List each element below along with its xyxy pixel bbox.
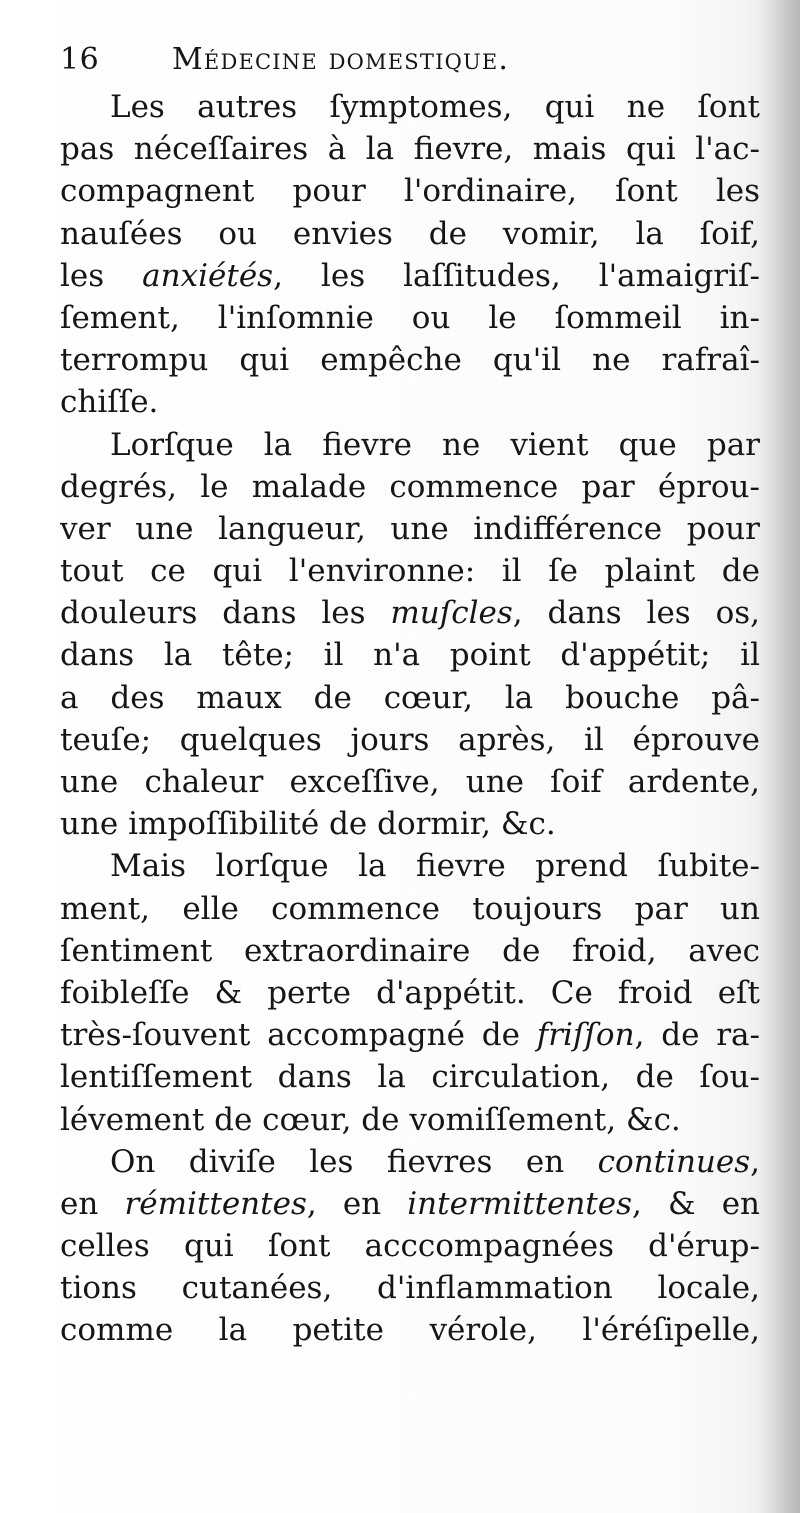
text-line: [60, 170, 760, 212]
page-gutter-shadow: [760, 0, 800, 1513]
text-run: , les laſſitudes, l'amaigriſ-: [273, 257, 760, 294]
text-line: [60, 972, 760, 1014]
text-run: tout ce qui l'environne: il ſe plaint de: [60, 553, 760, 590]
text-run: foibleſſe & perte d'appétit. Ce froid eſt: [60, 974, 760, 1011]
text-run: degrés, le malade commence par éprou-: [60, 468, 760, 505]
text-line: [60, 677, 760, 719]
text-line: [60, 803, 760, 845]
text-run: pas néceſſaires à la fievre, mais qui l'ac-: [60, 131, 760, 168]
paragraph: [60, 424, 760, 846]
text-line: [60, 339, 760, 381]
italic-term: muſcles: [390, 595, 513, 632]
text-run: dans la tête; il n'a point d'appétit; il: [60, 637, 760, 674]
page-number: 16: [60, 42, 100, 77]
text-line: [60, 845, 760, 887]
text-run: , dans les os,: [512, 595, 760, 632]
text-run: en: [60, 1185, 125, 1222]
text-run: une chaleur exceſſive, une ſoif ardente,: [60, 764, 760, 800]
text-line: [60, 297, 760, 339]
text-run: terrompu qui empêche qu'il ne rafraî-: [60, 342, 760, 379]
text-run: ver une langueur, une indifférence pour: [60, 510, 760, 547]
text-line: [60, 634, 760, 676]
paragraph: [60, 86, 760, 424]
text-run: , de ra-: [634, 1017, 760, 1054]
running-header: [60, 42, 740, 88]
text-line: [60, 592, 760, 634]
text-line: [60, 888, 760, 930]
body-text: [60, 86, 760, 1352]
text-line: [60, 466, 760, 508]
text-line: [60, 128, 760, 170]
text-line: [60, 1183, 760, 1225]
text-line: [60, 930, 760, 972]
text-line: [60, 508, 760, 550]
text-line: [60, 424, 760, 466]
italic-term: rémittentes: [124, 1185, 307, 1222]
text-line: [60, 550, 760, 592]
text-run: , en: [306, 1185, 408, 1222]
text-run: lentiſſement dans la circulation, de ſou-: [60, 1059, 760, 1096]
text-run: chiſſe.: [60, 384, 159, 421]
text-run: nauſées ou envies de vomir, la ſoif,: [60, 215, 760, 252]
text-run: On diviſe les fievres en: [110, 1143, 598, 1180]
text-run: lévement de cœur, de vomiſſement, &c.: [60, 1101, 681, 1138]
text-line: [60, 761, 760, 803]
italic-term: continues: [597, 1143, 751, 1180]
text-run: Mais lorſque la fievre prend ſubite-: [110, 848, 760, 885]
text-run: ſentiment extraordinaire de froid, avec: [60, 932, 760, 969]
text-line: [60, 213, 760, 255]
text-run: tions cutanées, d'inflammation locale,: [60, 1270, 760, 1307]
text-run: teuſe; quelques jours après, il éprouve: [60, 721, 760, 758]
text-run: très-ſouvent accompagné de: [60, 1017, 537, 1054]
text-run: ment, elle commence toujours par un: [60, 890, 760, 927]
text-line: [60, 1014, 760, 1056]
text-run: , & en: [632, 1185, 760, 1222]
text-run: ſement, l'inſomnie ou le ſommeil in-: [60, 299, 760, 336]
text-line: [60, 1267, 760, 1309]
italic-term: friſſon: [536, 1017, 635, 1054]
text-line: [60, 1056, 760, 1098]
text-line: [60, 1099, 760, 1141]
italic-term: intermittentes: [407, 1185, 633, 1222]
text-line: [60, 719, 760, 761]
text-run: ,: [750, 1143, 760, 1180]
text-line: [60, 86, 760, 128]
text-run: les: [60, 257, 143, 294]
paragraph: [60, 845, 760, 1140]
text-run: Lorſque la fievre ne vient que par: [110, 426, 760, 463]
text-line: [60, 1225, 760, 1267]
text-run: compagnent pour l'ordinaire, ſont les: [60, 173, 760, 210]
text-line: [60, 255, 760, 297]
text-line: [60, 1141, 760, 1183]
text-line: [60, 1309, 760, 1351]
text-run: celles qui ſont acccompagnées d'érup-: [60, 1228, 760, 1265]
text-run: comme la petite vérole, l'éréſipelle,: [60, 1312, 760, 1349]
text-run: a des maux de cœur, la bouche pâ-: [60, 679, 760, 716]
italic-term: anxiétés: [142, 257, 274, 294]
running-title: Médecine domestique.: [172, 42, 510, 77]
paragraph: [60, 1141, 760, 1352]
text-run: Les autres ſymptomes, qui ne ſont: [110, 89, 760, 125]
text-run: une impoſſibilité de dormir, &c.: [60, 806, 556, 843]
text-line: [60, 381, 760, 423]
text-run: douleurs dans les: [60, 595, 391, 632]
